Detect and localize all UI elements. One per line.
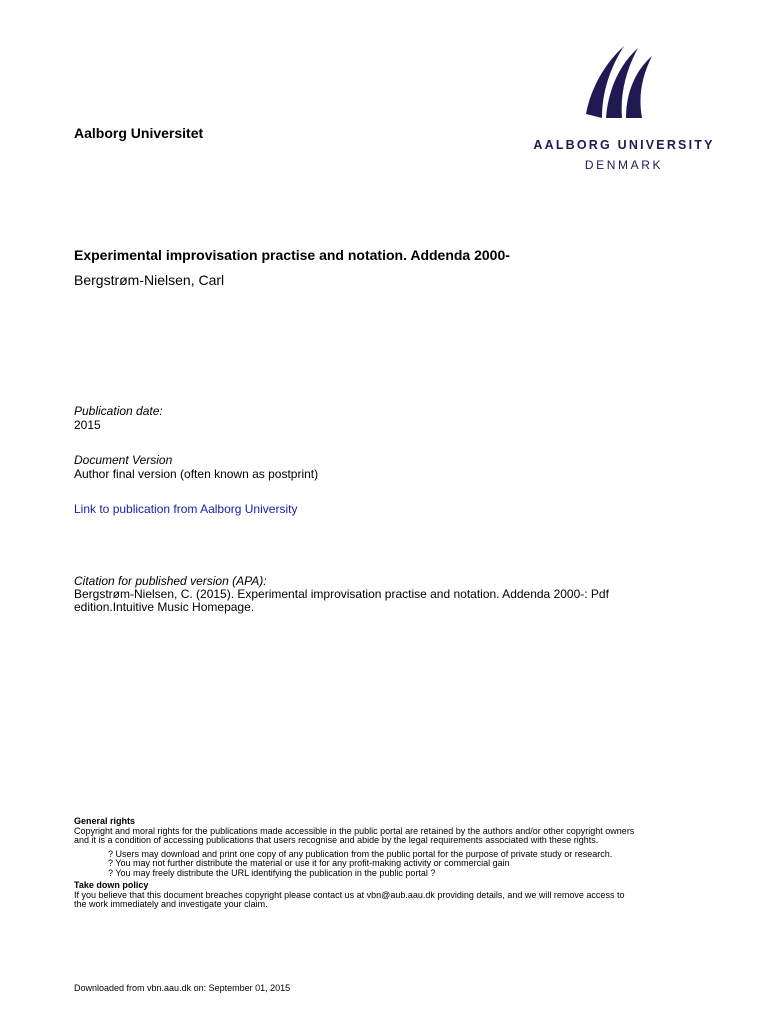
document-version-block [74, 453, 318, 481]
rights-list-item: ? You may not further distribute the material or use it for any profit-making activity or commercial gain [108, 858, 510, 868]
document-version-label: Document Version [74, 453, 173, 467]
takedown-heading: Take down policy [74, 880, 149, 890]
citation-line-1: Bergstrøm-Nielsen, C. (2015). Experimental improvisation practise and notation. Addenda 2000-: Pdf [74, 587, 609, 601]
university-logo [524, 42, 724, 174]
takedown-line-2: the work immediately and investigate your claim. [74, 899, 268, 909]
citation-block [74, 574, 674, 614]
logo-university-name: AALBORG UNIVERSITY [533, 138, 715, 152]
download-footer: Downloaded from vbn.aau.dk on: September 01, 2015 [74, 983, 291, 993]
general-rights-heading: General rights [74, 816, 136, 826]
document-version-value: Author final version (often known as postprint) [74, 467, 319, 481]
institution-name: Aalborg Universitet [74, 125, 204, 141]
aau-wave-icon [580, 42, 660, 120]
logo-country: DENMARK [584, 158, 664, 172]
rights-list-item: ? You may freely distribute the URL identifying the publication in the public portal ? [108, 867, 436, 878]
general-rights-line-1: Copyright and moral rights for the publications made accessible in the public portal are retained by the authors and/or other copyright owners [74, 825, 635, 836]
publication-date-value: 2015 [74, 418, 101, 432]
publication-link[interactable]: Link to publication from Aalborg University [74, 502, 298, 516]
citation-label: Citation for published version (APA): [74, 574, 267, 588]
rights-list [74, 850, 734, 879]
rights-section [74, 817, 734, 910]
general-rights-line-2: and it is a condition of accessing publications that users recognise and abide by the legal requirements associated with these rights. [74, 835, 599, 845]
publication-title: Experimental improvisation practise and notation. Addenda 2000- [74, 247, 510, 263]
rights-list-item: ? Users may download and print one copy of any publication from the public portal for the purpose of private study or research. [108, 848, 613, 859]
publication-author: Bergstrøm-Nielsen, Carl [74, 272, 225, 288]
publication-date-block [74, 404, 163, 432]
citation-line-2: edition.Intuitive Music Homepage. [74, 600, 255, 614]
takedown-line-1: If you believe that this document breaches copyright please contact us at vbn@aub.aau.dk providing details, and we will remove access to [74, 889, 625, 900]
publication-date-label: Publication date: [74, 404, 163, 418]
